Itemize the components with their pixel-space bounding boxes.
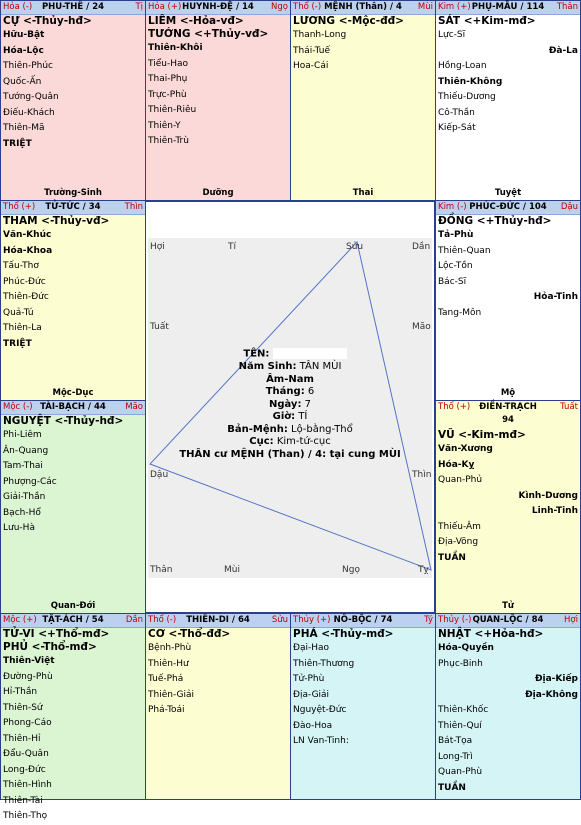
palace-name: NÔ-BỘC xyxy=(333,615,372,625)
palace-dau xyxy=(435,200,581,401)
star-item: Địa-Kiếp xyxy=(534,674,578,684)
palace-header xyxy=(436,614,580,628)
star-item: Hữu-Bật xyxy=(3,30,45,40)
branch-label: Sửu xyxy=(271,615,288,625)
palace-header xyxy=(1,401,145,415)
palace-body xyxy=(3,628,143,821)
main-star: PHÁ <-Thủy-mđ> xyxy=(293,628,394,640)
star-item: Thiên-Y xyxy=(148,120,181,131)
star-item: Phượng-Các xyxy=(3,476,57,487)
palace-name: MỆNH (Thân) xyxy=(324,2,387,12)
palace-mui xyxy=(290,0,436,201)
palace-name: HUYNH-ĐỆ xyxy=(182,2,233,12)
month: 6 xyxy=(307,386,315,397)
palace-number: 114 xyxy=(526,2,545,12)
star-item: Tả-Phù xyxy=(438,230,474,240)
star-item: Thiên-Không xyxy=(438,76,503,87)
dir-mao: Mão xyxy=(412,322,431,332)
branch-label: Dậu xyxy=(560,202,578,212)
palace-header xyxy=(146,1,290,15)
main-star: CỰ <-Thủy-hđ> xyxy=(3,15,92,27)
life-stage-label: Quan-Đới xyxy=(50,601,96,611)
star-item: TUẦN xyxy=(438,782,466,793)
element-label: Thổ (-) xyxy=(148,615,177,625)
palace-number: 64 xyxy=(237,615,250,625)
than-cu-note: THÂN cư MỆNH (Than) / 4: tại cung MÙI xyxy=(179,448,401,460)
palace-body xyxy=(438,429,578,613)
month-label: Tháng: xyxy=(265,386,305,397)
cuc: Kim-tứ-cục xyxy=(276,436,331,447)
palace-body xyxy=(438,628,578,799)
star-item: Cô-Thần xyxy=(438,107,475,118)
branch-label: Ngọ xyxy=(271,2,288,12)
palace-number: 54 xyxy=(91,615,104,625)
star-item: Địa-Không xyxy=(525,689,578,700)
palace-body xyxy=(3,415,143,613)
palace-title: HUYNH-ĐỆ / 14 xyxy=(182,2,254,12)
main-star: TƯỚNG <+Thủy-vđ> xyxy=(148,28,269,40)
palace-title: PHU-THÊ / 24 xyxy=(41,2,105,12)
palace-name: TỬ-TỨC xyxy=(45,202,80,212)
dir-dan: Dần xyxy=(412,242,431,252)
element-label: Mộc (+) xyxy=(3,615,37,625)
palace-title: TÀI-BẠCH / 44 xyxy=(40,402,106,412)
element-label: Hỏa (-) xyxy=(3,2,33,12)
palace-number: 14 xyxy=(242,2,254,12)
palace-body xyxy=(438,15,578,200)
star-item: Thiên-Giải xyxy=(148,689,195,700)
star-item: Phi-Liêm xyxy=(3,430,42,440)
palace-number: 74 xyxy=(380,615,393,625)
star-item: Thiên-Hỉ xyxy=(3,733,41,744)
star-item: Tam-Thai xyxy=(3,461,43,471)
star-item: Tuế-Phá xyxy=(148,674,184,684)
star-item: Phục-Binh xyxy=(438,658,483,669)
element-label: Thổ (+) xyxy=(438,402,471,412)
palace-name: ĐIỀN-TRẠCH xyxy=(479,402,537,412)
star-item: Hoa-Cái xyxy=(293,61,329,71)
star-item: Thái-Tuế xyxy=(293,45,331,56)
life-stage-label: Dưỡng xyxy=(202,188,234,198)
palace-title: QUAN-LỘC / 84 xyxy=(472,615,544,625)
star-item: TUẦN xyxy=(438,552,466,563)
palace-header xyxy=(291,1,435,15)
palace-number: 104 xyxy=(528,202,547,212)
star-item: Linh-Tinh xyxy=(531,506,578,516)
palace-header xyxy=(1,201,145,215)
life-stage-label: Trường-Sinh xyxy=(44,188,102,198)
star-item: Hóa-Quyền xyxy=(438,643,494,653)
palace-body xyxy=(148,15,288,200)
palace-title: NÔ-BỘC / 74 xyxy=(333,615,393,625)
star-item: Thiên-Mã xyxy=(3,123,45,133)
star-item: LN Van-Tinh: xyxy=(293,736,349,746)
star-item: Lực-Sĩ xyxy=(438,30,466,40)
branch-label: Mão xyxy=(125,402,143,412)
palace-header xyxy=(1,1,145,15)
star-item: Hóa-Kỵ xyxy=(438,459,475,470)
element-label: Thủy (-) xyxy=(438,615,472,625)
element-label: Mộc (-) xyxy=(3,402,33,412)
birth-year: TÂN MÙI xyxy=(299,361,342,372)
cuc-label: Cục: xyxy=(249,436,274,447)
star-item: Thiên-Đức xyxy=(3,292,49,302)
element-label: Thổ (-) xyxy=(293,2,322,12)
star-item: Bạch-Hổ xyxy=(3,507,41,518)
dir-mui: Mùi xyxy=(224,565,240,575)
dir-thin: Thìn xyxy=(412,470,432,480)
palace-name: TẬT-ÁCH xyxy=(42,615,83,625)
star-item: Đẩu-Quân xyxy=(3,749,49,759)
palace-number: 94 xyxy=(502,415,514,425)
palace-dan xyxy=(0,613,146,821)
dir-tuat: Tuất xyxy=(150,322,169,332)
palace-title: MỆNH (Thân) / 4 xyxy=(324,2,402,12)
star-item: Thiên-La xyxy=(3,323,42,333)
star-item: Giải-Thần xyxy=(3,492,46,502)
star-item: Lưu-Hà xyxy=(3,523,35,533)
star-item: Hóa-Khoa xyxy=(3,245,53,256)
star-item: Quan-Phù xyxy=(438,767,483,777)
star-item: Văn-Xương xyxy=(438,444,493,454)
palace-ti xyxy=(0,0,146,201)
palace-title xyxy=(436,401,580,427)
palace-body xyxy=(293,15,433,200)
element-label: Kim (-) xyxy=(438,202,467,212)
gender: Âm-Nam xyxy=(266,373,314,385)
star-item: Thiên-Thương xyxy=(293,658,355,669)
palace-suu xyxy=(145,613,291,800)
palace-than xyxy=(435,0,581,201)
palace-body xyxy=(3,215,143,400)
star-item: Thiên-Hình xyxy=(3,780,52,790)
star-item: Phá-Toái xyxy=(148,705,185,715)
star-item: Thiên-Sứ xyxy=(3,702,43,713)
star-item: Địa-Võng xyxy=(438,537,479,547)
star-item: Thiên-Riêu xyxy=(148,105,197,115)
life-stage-label: Tuyệt xyxy=(494,188,522,198)
star-item: Điếu-Khách xyxy=(3,107,55,118)
star-item: Tang-Môn xyxy=(438,307,482,318)
star-item: Quả-Tú xyxy=(3,307,34,318)
star-item: Thiên-Thọ xyxy=(3,811,48,821)
dir-ti: Tí xyxy=(228,242,236,252)
star-item: Thiếu-Âm xyxy=(438,521,481,532)
main-star: PHỦ <-Thổ-mđ> xyxy=(3,641,97,653)
star-item: Thiên-Quí xyxy=(438,720,482,731)
palace-name: QUAN-LỘC xyxy=(472,615,523,625)
element-label: Hỏa (+) xyxy=(148,2,182,12)
palace-header xyxy=(291,614,435,628)
palace-name: THIÊN-DI xyxy=(186,615,229,625)
star-item: Địa-Giải xyxy=(293,689,330,700)
main-star: THAM <-Thủy-vđ> xyxy=(3,215,110,227)
name-value xyxy=(273,348,347,359)
star-item: TRIỆT xyxy=(3,338,32,349)
star-item: Đại-Hao xyxy=(293,643,330,653)
name-label: TÊN: xyxy=(243,348,270,360)
palace-name: PHỤ-MẪU xyxy=(471,2,518,12)
palace-header xyxy=(146,614,290,628)
branch-label: Dần xyxy=(125,615,143,625)
birth-year-label: Năm Sinh: xyxy=(238,361,297,372)
palace-body xyxy=(293,628,433,799)
palace-body xyxy=(3,15,143,200)
palace-title: PHÚC-ĐỨC / 104 xyxy=(469,202,547,212)
star-item: Tiểu-Hao xyxy=(148,58,188,69)
palace-title: PHỤ-MẪU / 114 xyxy=(471,2,545,12)
life-stage-label: Thai xyxy=(352,188,374,198)
palace-header xyxy=(1,614,145,628)
life-stage-label: Tử xyxy=(502,601,514,611)
main-star: TỬ-VI <+Thổ-mđ> xyxy=(3,628,110,640)
star-item: Thanh-Long xyxy=(293,30,347,40)
star-item: Thai-Phụ xyxy=(148,74,188,84)
dir-hoi: Hợi xyxy=(150,242,165,252)
palace-ngo xyxy=(145,0,291,201)
star-item: Tử-Phù xyxy=(293,674,325,684)
dir-dau: Dậu xyxy=(150,470,169,480)
dir-ngo: Ngọ xyxy=(342,565,360,575)
palace-body xyxy=(148,628,288,799)
main-star: VŨ <-Kim-mđ> xyxy=(438,429,526,441)
star-item: Văn-Khúc xyxy=(3,230,52,240)
star-item: Thiên-Trù xyxy=(148,136,189,146)
star-item: Thiên-Khốc xyxy=(438,705,489,715)
star-item: Phong-Cáo xyxy=(3,718,52,728)
branch-label: Mùi xyxy=(417,2,433,12)
life-stage-label: Mộ xyxy=(500,388,516,398)
life-stage-label: Mộc-Dục xyxy=(52,388,94,398)
star-item: Tướng-Quân xyxy=(3,92,59,102)
star-item: Hồng-Loan xyxy=(438,61,487,71)
star-item: TRIỆT xyxy=(3,138,32,149)
hour-label: Giờ: xyxy=(272,411,296,422)
branch-label: Hợi xyxy=(564,615,578,625)
main-star: LƯƠNG <-Mộc-đđ> xyxy=(293,15,404,27)
destiny: Lộ-bằng-Thổ xyxy=(291,423,353,435)
palace-number: 44 xyxy=(94,402,106,412)
palace-body xyxy=(438,215,578,400)
star-item: Quốc-Ấn xyxy=(3,76,42,87)
star-item: Thiên-Khôi xyxy=(148,43,203,53)
palace-header xyxy=(436,401,580,427)
palace-thin xyxy=(0,200,146,401)
star-item: Đường-Phù xyxy=(3,671,53,682)
star-item: Long-Trì xyxy=(438,751,473,762)
star-item: Kình-Dương xyxy=(518,490,578,501)
palace-number: 84 xyxy=(531,615,544,625)
star-item: Thiên-Tài xyxy=(3,795,43,806)
main-star: NHẬT <+Hỏa-hđ> xyxy=(438,628,544,640)
palace-title: THIÊN-DI / 64 xyxy=(186,615,250,625)
palace-name: TÀI-BẠCH xyxy=(40,402,85,412)
palace-name: PHÚC-ĐỨC xyxy=(469,202,520,212)
element-label: Thổ (+) xyxy=(3,202,36,212)
birth-info xyxy=(146,348,434,461)
branch-label: Thìn xyxy=(124,202,143,212)
star-item: Thiên-Việt xyxy=(3,656,55,666)
branch-label: Tý xyxy=(424,615,433,625)
star-item: Ân-Quang xyxy=(3,445,49,456)
palace-title: TẬT-ÁCH / 54 xyxy=(42,615,104,625)
star-item: Bệnh-Phù xyxy=(148,643,192,653)
day-label: Ngày: xyxy=(268,398,302,410)
palace-tuat xyxy=(435,400,581,614)
element-label: Kim (+) xyxy=(438,2,471,12)
palace-mao xyxy=(0,400,146,614)
palace-number: 4 xyxy=(395,2,402,12)
star-item: Thiên-Phúc xyxy=(3,61,53,71)
star-item: Bát-Tọa xyxy=(438,736,473,746)
destiny-label: Bản-Mệnh: xyxy=(227,423,288,435)
palace-number: 34 xyxy=(88,202,101,212)
main-star: ĐỒNG <+Thủy-hđ> xyxy=(438,215,552,227)
palace-ty xyxy=(290,613,436,800)
star-item: Hóa-Lộc xyxy=(3,45,44,56)
star-item: Trực-Phù xyxy=(148,89,187,100)
palace-name: PHU-THÊ xyxy=(41,2,84,12)
star-item: Quan-Phủ xyxy=(438,475,483,485)
center-panel xyxy=(145,201,435,613)
star-item: Thiên-Hư xyxy=(148,658,189,669)
star-item: Hỉ-Thần xyxy=(3,687,38,697)
branch-label: Tị xyxy=(135,2,143,12)
star-item: Hỏa-Tinh xyxy=(533,292,578,302)
star-item: Lộc-Tồn xyxy=(438,261,473,271)
dir-ty: Tỵ xyxy=(418,565,429,575)
palace-number: 24 xyxy=(92,2,105,12)
star-item: Đào-Hoa xyxy=(293,720,333,731)
branch-label: Tuất xyxy=(560,402,578,412)
element-label: Thủy (+) xyxy=(293,615,331,625)
branch-label: Thân xyxy=(556,2,578,12)
dir-suu: Sửu xyxy=(346,242,364,252)
main-star: NGUYỆT <-Thủy-hđ> xyxy=(3,415,124,427)
day: 7 xyxy=(304,398,312,410)
main-star: LIÊM <-Hỏa-vđ> xyxy=(148,15,244,27)
star-item: Long-Đức xyxy=(3,764,46,775)
star-item: Kiếp-Sát xyxy=(438,123,476,133)
star-item: Tấu-Thơ xyxy=(3,261,39,271)
palace-title: TỬ-TỨC / 34 xyxy=(45,202,101,212)
star-item: Phúc-Đức xyxy=(3,276,46,287)
star-item: Đà-La xyxy=(548,45,578,56)
dir-than: Thân xyxy=(150,565,173,575)
hour: TÍ xyxy=(298,411,308,422)
palace-header xyxy=(436,1,580,15)
star-item: Thiên-Quan xyxy=(438,245,491,256)
main-star: SÁT <+Kim-mđ> xyxy=(438,15,536,27)
star-item: Thiếu-Dương xyxy=(438,92,496,102)
palace-hoi xyxy=(435,613,581,800)
star-item: Bác-Sĩ xyxy=(438,276,467,287)
palace-header xyxy=(436,201,580,215)
main-star: CƠ <-Thổ-đđ> xyxy=(148,628,231,640)
star-item: Nguyệt-Đức xyxy=(293,705,347,715)
